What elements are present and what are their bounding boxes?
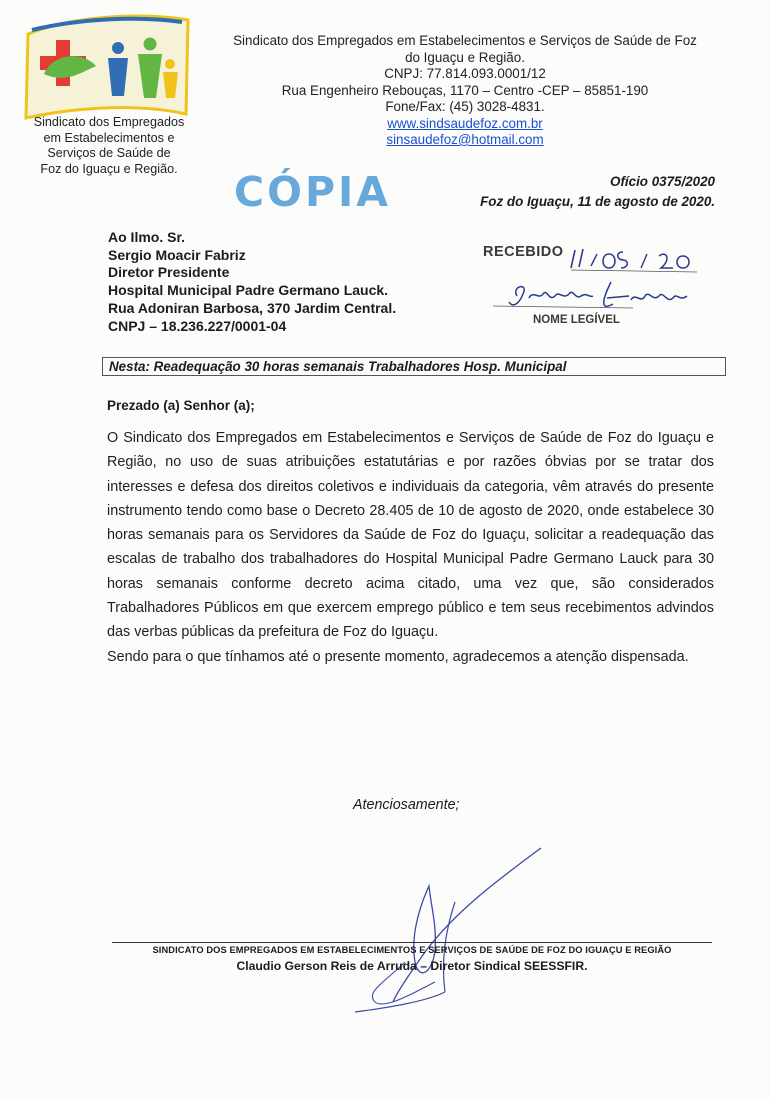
footer-signer: Claudio Gerson Reis de Arruda – Diretor Sindical SEESSFIR. <box>236 959 588 973</box>
logo-caption <box>24 115 194 177</box>
letter-body <box>107 426 714 669</box>
body-paragraph-1: O Sindicato dos Empregados em Estabelecimentos e Serviços de Saúde de Foz do Iguaçu e Região, no uso de suas atribuições estatutárias e por razões óbvias por se tratar dos interesses e defesa dos direitos coletivos e individuais da categoria, vêm através do presente instrumento tendo como base o Decreto 28.405 de 10 de agosto de 2020, onde estabelece 30 horas semanais para os Servidores da Saúde de Foz do Iguaçu, solicitar a readequação das escalas de trabalho dos trabalhadores do Hospital Municipal Padre Germano Lauck para 30 horas semanais conforme decreto acima citado, uma vez que, são considerados Trabalhadores Públicos em que exercem emprego público e tem seus recebimentos advindos das verbas públicas da prefeitura de Foz do Iguaçu. <box>107 430 714 641</box>
oficio-number: Ofício 0375/2020 <box>610 174 715 189</box>
salutation: Prezado (a) Senhor (a); <box>107 398 255 413</box>
handwritten-signature <box>345 842 545 1017</box>
letterhead <box>200 33 730 149</box>
signature-line <box>112 942 712 943</box>
website-link[interactable]: www.sindsaudefoz.com.br <box>387 115 543 131</box>
logo-caption-line: Sindicato dos Empregados <box>33 115 185 129</box>
recipient-address: Rua Adoniran Barbosa, 370 Jardim Central. <box>108 299 397 316</box>
union-logo-graphic <box>22 14 194 124</box>
recipient-cnpj: CNPJ – 18.236.227/0001-04 <box>108 317 287 334</box>
org-name-line2: do Iguaçu e Região. <box>405 49 525 65</box>
recipient-name: Sergio Moacir Fabriz <box>108 246 246 263</box>
logo-caption-line: em Estabelecimentos e <box>43 130 175 145</box>
body-paragraph-2: Sendo para o que tínhamos até o presente momento, agradecemos a atenção dispensada. <box>107 648 689 665</box>
logo-caption-line: Serviços de Saúde de <box>47 146 171 160</box>
recebido-label: RECEBIDO <box>483 244 564 260</box>
recipient-greeting: Ao Ilmo. Sr. <box>108 229 186 245</box>
recipient-block <box>108 229 396 335</box>
recipient-institution: Hospital Municipal Padre Germano Lauck. <box>108 282 389 299</box>
logo-caption-line: Foz do Iguaçu e Região. <box>40 161 178 176</box>
org-cnpj: CNPJ: 77.814.093.0001/12 <box>384 66 546 81</box>
copia-stamp: CÓPIA <box>234 168 391 216</box>
footer-organization: SINDICATO DOS EMPREGADOS EM ESTABELECIMENTOS E SERVIÇOS DE SAÚDE DE FOZ DO IGUAÇU E REGIÃO <box>152 945 672 955</box>
recipient-role: Diretor Presidente <box>108 264 230 281</box>
closing: Atenciosamente; <box>353 797 460 813</box>
org-name-line1: Sindicato dos Empregados em Estabelecimentos e Serviços de Saúde de Foz <box>233 33 697 48</box>
org-address: Rua Engenheiro Rebouças, 1170 – Centro -CEP – 85851-190 <box>281 82 649 98</box>
received-stamp <box>483 238 703 338</box>
oficio-date: Foz do Iguaçu, 11 de agosto de 2020. <box>480 194 715 209</box>
org-phone: Fone/Fax: (45) 3028-4831. <box>385 99 545 114</box>
subject-box: Nesta: Readequação 30 horas semanais Trabalhadores Hosp. Municipal <box>102 357 726 376</box>
email-link[interactable]: sinsaudefoz@hotmail.com <box>386 132 544 147</box>
oficio-block <box>430 172 715 212</box>
nome-legivel-label: NOME LEGÍVEL <box>533 314 620 326</box>
signature-graphic <box>345 842 545 1017</box>
